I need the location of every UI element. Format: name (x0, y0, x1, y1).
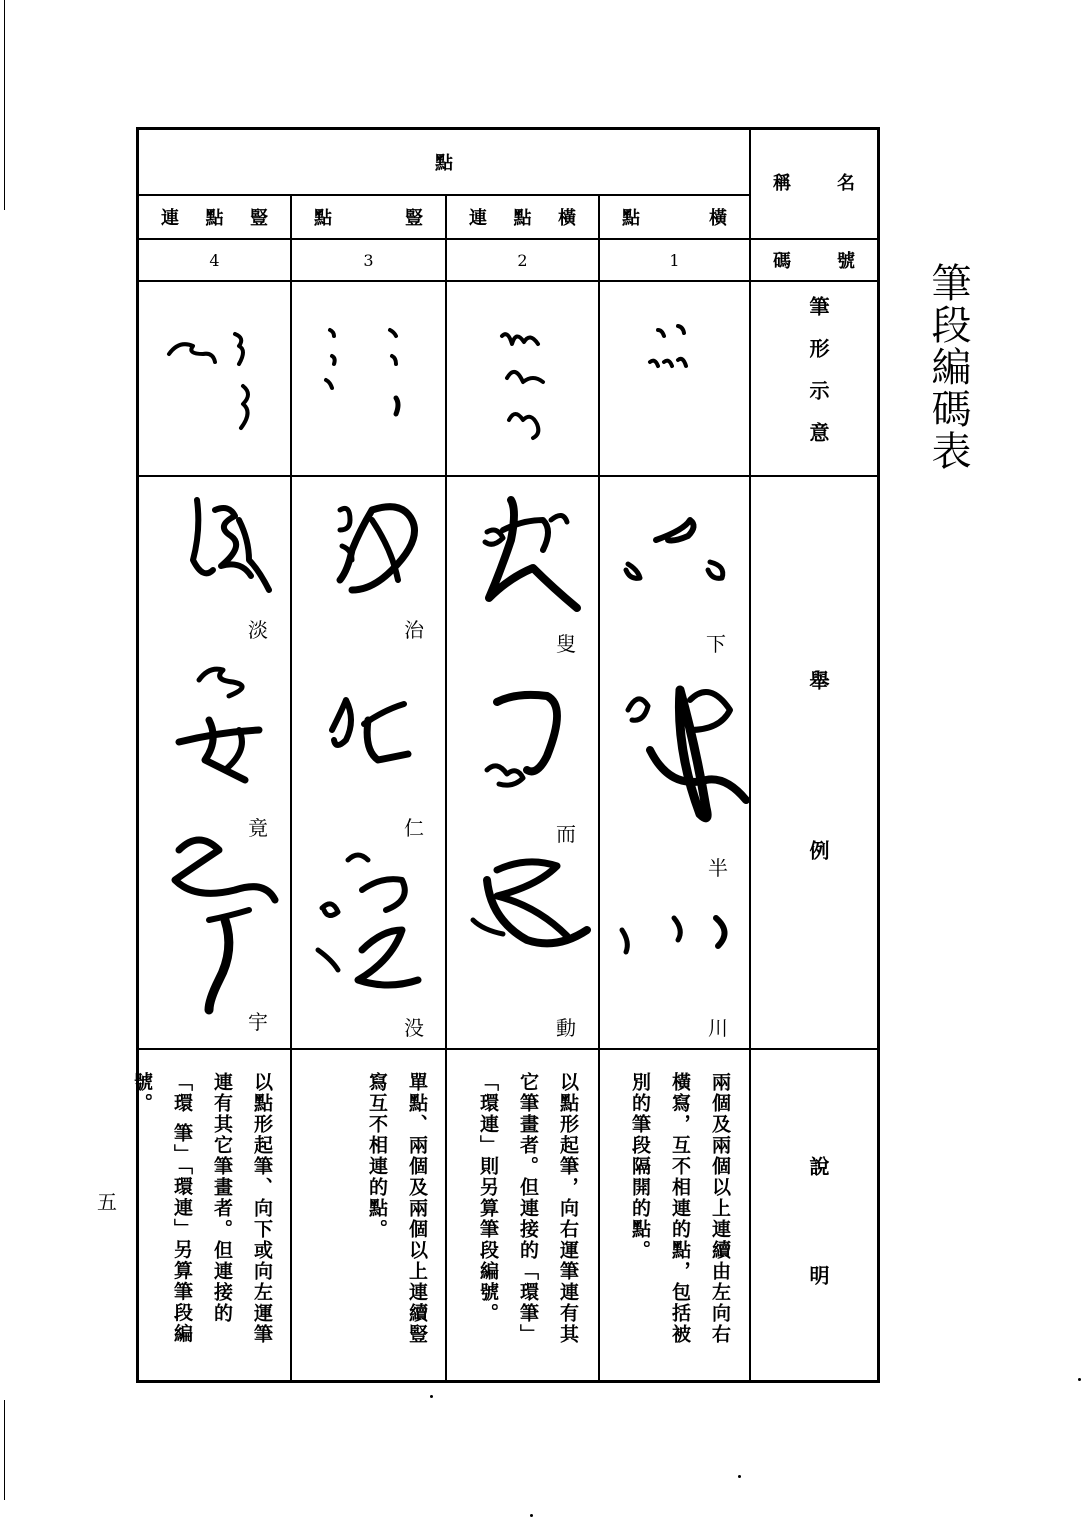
description-col-2 (456, 1072, 588, 1362)
example-char-col4-3: 宇 (248, 1010, 268, 1034)
column-name-4 (139, 196, 290, 238)
example-sketches-col-2 (447, 480, 598, 1040)
column-name-3-part-2: 豎 (405, 208, 423, 229)
name-label-char-2: 名 (837, 173, 855, 194)
example-char-col1-1: 下 (706, 632, 726, 656)
example-char-col4-2: 竟 (248, 816, 268, 840)
example-label-1: 舉 (806, 670, 830, 690)
column-name-4-part-3: 豎 (250, 208, 268, 229)
desc-label-2: 明 (806, 1265, 830, 1285)
column-name-2-part-1: 連 (469, 208, 487, 229)
example-char-col1-2: 半 (708, 856, 728, 880)
column-name-2-part-2: 點 (513, 208, 532, 229)
shape-row-label: 筆形示意 (806, 296, 830, 464)
example-label-2: 例 (806, 840, 830, 860)
example-sketches-col-3 (292, 480, 445, 1040)
column-code-3: 3 (363, 250, 374, 270)
description-col-4-line-2: 連有其它筆畫者。但連接的「環 (171, 1072, 233, 1324)
description-col-3-line-1: 單點、兩個及兩個以上連續豎 (406, 1072, 428, 1345)
example-char-col2-1: 叟 (556, 632, 576, 656)
column-name-3-part-1: 點 (314, 208, 332, 229)
description-col-3-line-2: 寫互不相連的點。 (366, 1072, 388, 1240)
column-name-4-part-2: 點 (205, 208, 224, 229)
description-col-2-line-3: 「環連」則另算筆段編號。 (477, 1072, 499, 1324)
example-char-col3-2: 仁 (404, 816, 424, 840)
name-label (751, 150, 877, 214)
example-char-col3-3: 没 (404, 1016, 424, 1040)
scan-speck (430, 1395, 433, 1398)
description-col-1-line-3: 別的筆段隔開的點。 (629, 1072, 651, 1261)
example-char-col1-3: 川 (708, 1016, 728, 1040)
description-col-4-line-1: 以點形起筆、向下或向左運筆 (251, 1072, 273, 1345)
scan-speck (530, 1514, 533, 1517)
column-code-1: 1 (669, 250, 680, 270)
example-char-col4-1: 淡 (248, 618, 268, 642)
description-col-1 (608, 1072, 740, 1362)
description-col-4-line-3: 筆」「環連」另算筆段編號。 (131, 1072, 193, 1345)
example-sketches-col-1 (600, 480, 749, 1040)
example-char-col2-3: 動 (556, 1016, 576, 1040)
scan-speck (738, 1475, 741, 1478)
example-char-col2-2: 而 (556, 822, 576, 846)
description-col-3 (345, 1072, 437, 1362)
description-col-2-line-1: 以點形起筆，向右運筆連有其 (557, 1072, 579, 1345)
page-title: 筆段編碼表 (925, 262, 971, 472)
name-label-char-1: 稱 (773, 173, 791, 194)
column-name-3 (292, 196, 445, 238)
stroke-shape-1 (600, 282, 749, 475)
example-sketches-col-4 (139, 480, 290, 1040)
code-label-char-1: 碼 (773, 251, 791, 272)
code-label-char-2: 號 (837, 251, 855, 272)
stroke-shape-4 (139, 282, 290, 475)
group-header (139, 130, 749, 194)
description-col-1-line-1: 兩個及兩個以上連續由左向右 (709, 1072, 731, 1345)
column-name-4-part-1: 連 (161, 208, 179, 229)
description-col-1-line-2: 橫寫，互不相連的點，包括被 (669, 1072, 691, 1345)
stroke-shape-2 (447, 282, 598, 475)
code-label (751, 240, 877, 280)
column-name-1-part-2: 橫 (709, 208, 727, 229)
scan-edge-mark-lower (4, 1400, 5, 1500)
column-name-2-part-3: 橫 (558, 208, 576, 229)
page-number: 五 (97, 1190, 117, 1214)
column-name-1 (600, 196, 749, 238)
description-col-2-line-2: 它筆畫者。但連接的「環筆」 (517, 1072, 539, 1345)
description-col-4 (131, 1072, 282, 1362)
desc-label-1: 說 (806, 1156, 830, 1176)
group-name: 點 (435, 153, 453, 174)
column-code-2: 2 (517, 250, 528, 270)
column-name-2 (447, 196, 598, 238)
column-code-4: 4 (209, 250, 220, 270)
scan-speck (1078, 1378, 1081, 1381)
scan-edge-mark (4, 0, 5, 210)
stroke-shape-3 (292, 282, 445, 475)
example-char-col3-1: 治 (404, 618, 424, 642)
column-name-1-part-1: 點 (622, 208, 640, 229)
